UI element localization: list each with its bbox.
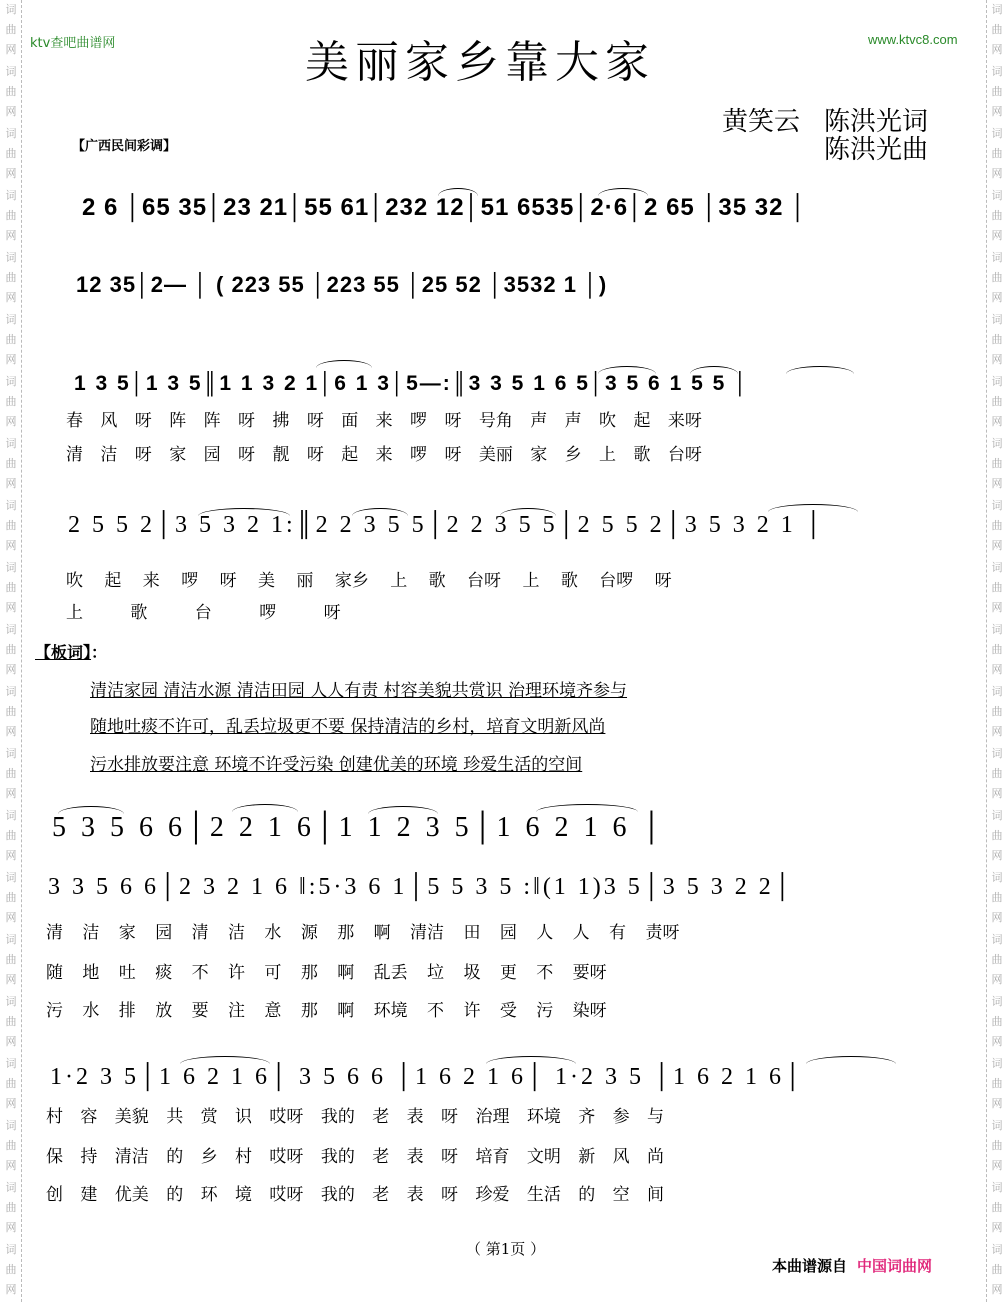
watermark-char: 词: [991, 1119, 1003, 1132]
slur: [690, 366, 738, 374]
watermark-char: 曲: [991, 457, 1003, 470]
watermark-char: 曲: [5, 519, 17, 532]
watermark-char: 网: [991, 849, 1003, 862]
watermark-char: 词: [5, 995, 17, 1008]
lyrics-verse-3: 创 建 优美 的 环 境 哎呀 我的 老 表 呀 珍爱 生活 的 空 间: [46, 1185, 665, 1205]
watermark-char: 词: [5, 561, 17, 574]
watermark-char: 词: [991, 1181, 1003, 1194]
watermark-char: 网: [5, 849, 17, 862]
watermark-char: 曲: [991, 581, 1003, 594]
slur: [806, 1056, 896, 1064]
watermark-char: 曲: [991, 1201, 1003, 1214]
right-margin-watermark: [986, 0, 1004, 1302]
watermark-char: 曲: [991, 705, 1003, 718]
left-margin-watermark: [0, 0, 22, 1302]
lyrics-verse-3: 污 水 排 放 要 注 意 那 啊 环境 不 许 受 污 染呀: [46, 1001, 607, 1021]
watermark-char: 网: [5, 291, 17, 304]
lyrics-verse-1: 吹 起 来 啰 呀 美 丽 家乡 上 歌 台呀 上 歌 台啰 呀: [66, 571, 672, 591]
watermark-char: 词: [5, 251, 17, 264]
watermark-char: 网: [5, 787, 17, 800]
source-brand-link[interactable]: 中国词曲网: [857, 1257, 933, 1275]
notation: 1·2 3 5│1 6 2 1 6│ 3 5 6 6 │1 6 2 1 6│ 1·2 3 5 │1 6 2 1 6│: [50, 1064, 805, 1090]
watermark-char: 词: [991, 3, 1003, 16]
slur: [232, 804, 298, 812]
watermark-char: 网: [5, 105, 17, 118]
verse-line-2: 随地吐痰不许可，乱丢垃圾更不要 保持清洁的乡村，培育文明新风尚: [90, 717, 606, 737]
watermark-char: 曲: [5, 581, 17, 594]
watermark-char: 曲: [5, 1015, 17, 1028]
watermark-char: 网: [5, 725, 17, 738]
watermark-char: 网: [991, 1097, 1003, 1110]
watermark-char: 曲: [991, 147, 1003, 160]
watermark-char: 网: [991, 911, 1003, 924]
watermark-char: 词: [5, 809, 17, 822]
watermark-char: 词: [5, 499, 17, 512]
slur: [768, 504, 858, 512]
watermark-char: 词: [991, 1057, 1003, 1070]
source-label: 本曲谱源自: [772, 1257, 848, 1275]
watermark-char: 词: [991, 871, 1003, 884]
singer: 黄笑云: [722, 107, 801, 137]
watermark-char: 网: [991, 477, 1003, 490]
notation: 2 6 │65 35│23 21│55 61│232 12│51 6535│2·6│2 65 │35 32 │: [82, 194, 808, 221]
source-credit: [772, 1255, 932, 1276]
watermark-char: 词: [991, 995, 1003, 1008]
watermark-char: 词: [5, 3, 17, 16]
lyrics-verse-2: 随 地 吐 痰 不 许 可 那 啊 乱丢 垃 圾 更 不 要呀: [46, 963, 607, 983]
watermark-char: 词: [5, 1057, 17, 1070]
verse-label: 【板词】: [35, 643, 92, 662]
slur: [198, 508, 290, 516]
watermark-char: 词: [991, 127, 1003, 140]
page-number: （ 第1页 ）: [466, 1240, 546, 1258]
watermark-char: 词: [991, 313, 1003, 326]
watermark-char: 曲: [5, 395, 17, 408]
watermark-char: 网: [5, 911, 17, 924]
watermark-char: 曲: [991, 1015, 1003, 1028]
watermark-char: 网: [991, 1035, 1003, 1048]
watermark-char: 曲: [5, 705, 17, 718]
watermark-char: 曲: [991, 85, 1003, 98]
notation: 2 5 5 2│3 5 3 2 1:║2 2 3 5 5│2 2 3 5 5│2 5 5 2│3 5 3 2 1 │: [68, 512, 825, 538]
watermark-char: 词: [991, 933, 1003, 946]
watermark-char: 词: [5, 189, 17, 202]
watermark-char: 网: [991, 291, 1003, 304]
watermark-char: 词: [5, 65, 17, 78]
watermark-char: 曲: [5, 333, 17, 346]
watermark-char: 网: [5, 1283, 17, 1296]
watermark-char: 曲: [991, 829, 1003, 842]
slur: [58, 806, 124, 814]
watermark-char: 曲: [5, 767, 17, 780]
notation-upper: 5 3 5 6 6│2 2 1 6│1 1 2 3 5│1 6 2 1 6 │: [52, 812, 666, 843]
watermark-char: 词: [991, 561, 1003, 574]
slur: [786, 366, 854, 374]
watermark-char: 词: [991, 251, 1003, 264]
watermark-char: 词: [991, 65, 1003, 78]
watermark-char: 曲: [5, 1201, 17, 1214]
watermark-char: 词: [5, 1181, 17, 1194]
watermark-char: 网: [991, 973, 1003, 986]
watermark-char: 词: [991, 375, 1003, 388]
watermark-char: 网: [5, 1221, 17, 1234]
watermark-char: 曲: [991, 767, 1003, 780]
watermark-char: 网: [991, 601, 1003, 614]
slur: [486, 1056, 576, 1064]
slur: [500, 508, 556, 516]
watermark-char: 网: [5, 973, 17, 986]
watermark-char: 网: [5, 477, 17, 490]
watermark-char: 曲: [5, 829, 17, 842]
watermark-char: 词: [5, 313, 17, 326]
watermark-char: 词: [5, 685, 17, 698]
watermark-char: 词: [5, 623, 17, 636]
watermark-char: 词: [991, 685, 1003, 698]
watermark-char: 曲: [991, 209, 1003, 222]
watermark-char: 词: [991, 437, 1003, 450]
watermark-char: 曲: [5, 271, 17, 284]
watermark-char: 网: [991, 105, 1003, 118]
watermark-char: 网: [991, 725, 1003, 738]
watermark-char: 网: [5, 1035, 17, 1048]
lyrics-verse-1: 春 风 呀 阵 阵 呀 拂 呀 面 来 啰 呀 号角 声 声 吹 起 来呀: [66, 411, 702, 431]
watermark-char: 网: [991, 1283, 1003, 1296]
watermark-char: 曲: [991, 271, 1003, 284]
watermark-char: 网: [5, 663, 17, 676]
verse-section-label: [35, 640, 107, 663]
watermark-char: 词: [5, 375, 17, 388]
watermark-char: 网: [991, 1159, 1003, 1172]
watermark-char: 词: [5, 1243, 17, 1256]
watermark-char: 词: [5, 437, 17, 450]
lyrics-verse-1: 清 洁 家 园 清 洁 水 源 那 啊 清洁 田 园 人 人 有 责呀: [46, 923, 680, 943]
watermark-char: 网: [5, 167, 17, 180]
site-url-right: www.ktvc8.com: [868, 32, 958, 47]
watermark-char: 曲: [991, 1139, 1003, 1152]
watermark-char: 曲: [991, 23, 1003, 36]
watermark-char: 曲: [5, 953, 17, 966]
watermark-char: 词: [991, 499, 1003, 512]
site-name-left: ktv查吧曲谱网: [30, 36, 116, 51]
watermark-char: 网: [991, 167, 1003, 180]
notation: 1 3 5│1 3 5║1 1 3 2 1│6 1 3│5—:║3 3 5 1 6 5│3 5 6 1 5 5 │: [74, 372, 750, 395]
watermark-char: 曲: [5, 147, 17, 160]
genre-label: 【广西民间彩调】: [72, 139, 177, 154]
watermark-char: 网: [5, 1159, 17, 1172]
watermark-char: 词: [991, 623, 1003, 636]
watermark-char: 曲: [5, 1139, 17, 1152]
notation: 12 35│2— │ ( 223 55 │223 55 │25 52 │3532 1 │): [76, 272, 608, 297]
verse-colon: ：: [91, 643, 108, 662]
watermark-char: 曲: [991, 395, 1003, 408]
watermark-char: 词: [991, 189, 1003, 202]
watermark-char: 词: [991, 809, 1003, 822]
watermark-char: 曲: [991, 1077, 1003, 1090]
watermark-char: 曲: [5, 23, 17, 36]
slur: [352, 508, 408, 516]
watermark-char: 网: [5, 415, 17, 428]
watermark-char: 曲: [5, 1263, 17, 1276]
watermark-char: 网: [5, 43, 17, 56]
song-title: 美丽家乡靠大家: [305, 37, 655, 88]
watermark-char: 曲: [5, 1077, 17, 1090]
watermark-char: 网: [991, 43, 1003, 56]
slur: [316, 360, 372, 368]
slur: [536, 804, 638, 812]
watermark-char: 词: [5, 1119, 17, 1132]
watermark-char: 曲: [5, 457, 17, 470]
watermark-char: 词: [5, 747, 17, 760]
lyrics-verse-2: 保 持 清洁 的 乡 村 哎呀 我的 老 表 呀 培育 文明 新 风 尚: [46, 1147, 665, 1167]
watermark-char: 网: [991, 663, 1003, 676]
verse-line-1: 清洁家园 清洁水源 清洁田园 人人有责 村容美貌共赏识 治理环境齐参与: [90, 681, 628, 701]
watermark-char: 网: [991, 353, 1003, 366]
slur: [438, 188, 478, 196]
watermark-char: 词: [991, 747, 1003, 760]
lyricist: 陈洪光词: [824, 107, 929, 137]
watermark-char: 曲: [5, 891, 17, 904]
watermark-char: 网: [5, 539, 17, 552]
watermark-char: 网: [991, 415, 1003, 428]
watermark-char: 曲: [5, 209, 17, 222]
watermark-char: 词: [991, 1243, 1003, 1256]
watermark-char: 词: [5, 871, 17, 884]
lyrics-verse-1: 村 容 美貌 共 赏 识 哎呀 我的 老 表 呀 治理 环境 齐 参 与: [46, 1107, 665, 1127]
slur: [598, 188, 648, 196]
watermark-char: 曲: [991, 643, 1003, 656]
watermark-char: 网: [991, 539, 1003, 552]
watermark-char: 网: [5, 1097, 17, 1110]
watermark-char: 网: [5, 353, 17, 366]
composer: 陈洪光曲: [824, 135, 929, 165]
watermark-char: 词: [5, 933, 17, 946]
watermark-char: 曲: [5, 643, 17, 656]
slur: [180, 1056, 270, 1064]
verse-line-3: 污水排放要注意 环境不许受污染 创建优美的环境 珍爱生活的空间: [90, 755, 583, 775]
watermark-char: 网: [991, 229, 1003, 242]
watermark-char: 网: [5, 229, 17, 242]
watermark-char: 网: [5, 601, 17, 614]
watermark-char: 曲: [991, 333, 1003, 346]
watermark-char: 网: [991, 787, 1003, 800]
lyrics-verse-2: 清 洁 呀 家 园 呀 靓 呀 起 来 啰 呀 美丽 家 乡 上 歌 台呀: [66, 445, 702, 465]
lyrics-verse-2: 上 歌 台 啰 呀: [66, 603, 341, 623]
watermark-char: 网: [991, 1221, 1003, 1234]
watermark-char: 曲: [5, 85, 17, 98]
watermark-char: 曲: [991, 519, 1003, 532]
watermark-char: 曲: [991, 953, 1003, 966]
watermark-char: 曲: [991, 891, 1003, 904]
notation-lower: 3 3 5 6 6│2 3 2 1 6 ‖:5·3 6 1│5 5 3 5 :‖(1 1)3 5│3 5 3 2 2│: [48, 874, 794, 900]
watermark-char: 词: [5, 127, 17, 140]
slur: [368, 806, 438, 814]
watermark-char: 曲: [991, 1263, 1003, 1276]
slur: [598, 366, 656, 374]
